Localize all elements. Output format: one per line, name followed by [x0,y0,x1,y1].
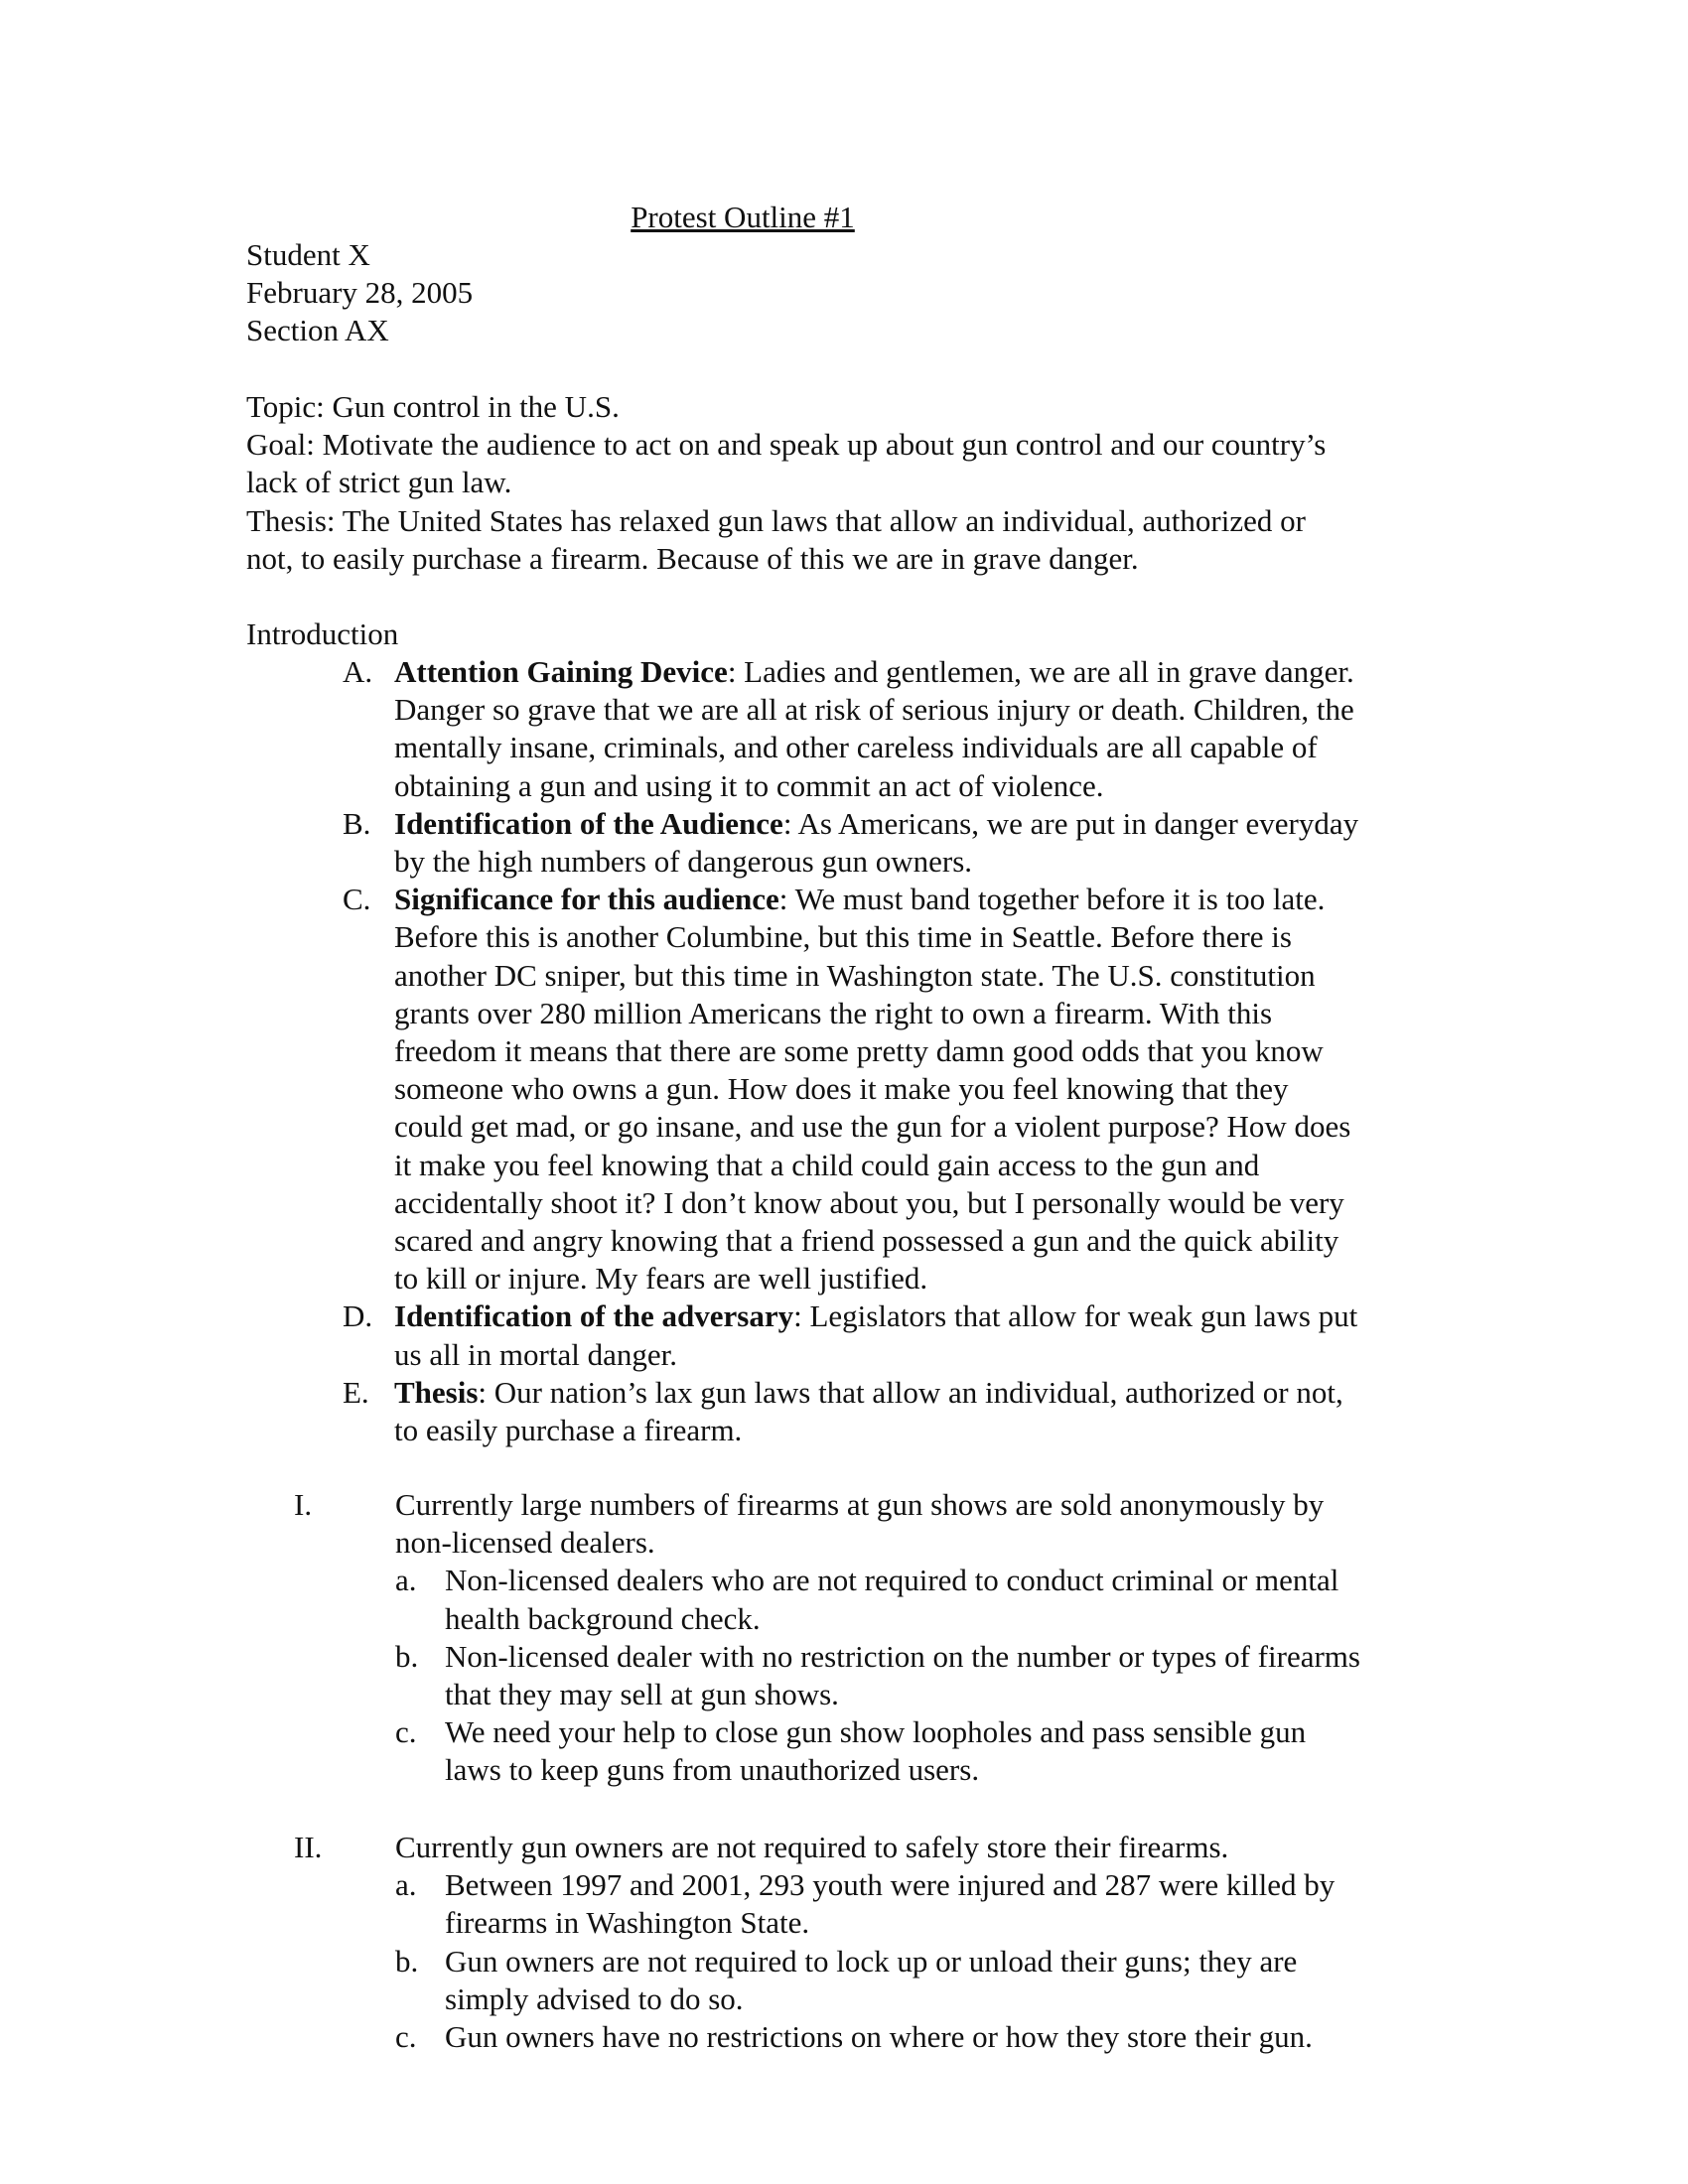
item-label: Thesis [394,1374,479,1410]
goal-line: lack of strict gun law. [246,465,512,500]
item-text-line: grants over 280 million Americans the right to own a firearm. With this [394,995,1273,1030]
point-marker: II. [294,1830,323,1864]
introduction-heading: Introduction [246,616,399,651]
introduction-list [343,653,1484,1449]
sub-point-text-line: Between 1997 and 2001, 293 youth were injured and 287 were killed by [445,1867,1336,1903]
item-label: Significance for this audience [394,882,779,917]
sub-point [395,1638,1485,1713]
sub-point-text-line: We need your help to close gun show loopholes and pass sensible gun [445,1714,1307,1750]
item-text-line: Thesis: Our nation’s lax gun laws that allow an individual, authorized or not, [394,1374,1343,1410]
point-text-line: non-licensed dealers. [395,1525,655,1561]
introduction-item [343,805,1484,881]
item-text-line: Danger so grave that we are all at risk of serious injury or death. Children, the [394,692,1354,728]
sub-point-text-line: health background check. [445,1600,761,1636]
item-text-line: freedom it means that there are some pretty damn good odds that you know [394,1033,1324,1069]
item-text-line: to easily purchase a firearm. [394,1413,743,1448]
introduction-item [343,881,1484,1297]
point-marker: I. [294,1487,313,1522]
item-text-line: Significance for this audience: We must band together before it is too late. [394,882,1326,917]
topic-line: Topic: Gun control in the U.S. [246,389,620,424]
item-text-line: Attention Gaining Device: Ladies and gentlemen, we are all in grave danger. [394,654,1354,689]
student-name: Student X [246,237,370,272]
item-marker: C. [343,882,371,917]
sub-point-text-line: that they may sell at gun shows. [445,1677,839,1712]
sub-point-marker: a. [395,1563,417,1598]
introduction-item [343,1374,1484,1449]
sub-point-text-line: firearms in Washington State. [445,1905,810,1941]
introduction-item [343,653,1484,805]
item-text-line: by the high numbers of dangerous gun owners. [394,844,973,880]
sub-point [395,1562,1485,1637]
sub-point-text-line: Gun owners have no restrictions on where or how they store their gun. [445,2019,1313,2055]
sub-point-marker: c. [395,1714,417,1750]
item-text-line: mentally insane, criminals, and other careless individuals are all capable of [394,730,1318,765]
sub-point-marker: b. [395,1943,419,1979]
sub-point [395,1943,1485,2018]
item-text-line: it make you feel knowing that a child could gain access to the gun and [394,1147,1260,1182]
sub-point-text-line: simply advised to do so. [445,1980,744,2016]
document-title: Protest Outline #1 [631,200,855,234]
sub-point-text-line: Gun owners are not required to lock up or unload their guns; they are [445,1943,1298,1979]
item-marker: A. [343,654,373,689]
header-block [246,236,1448,350]
point-text-line: Currently gun owners are not required to safely store their firearms. [395,1830,1229,1864]
sub-point-marker: b. [395,1638,419,1674]
item-label: Identification of the adversary [394,1298,794,1334]
item-text-line: Before this is another Columbine, but this time in Seattle. Before there is [394,919,1292,955]
sub-point-text-line: Non-licensed dealer with no restriction on the number or types of firearms [445,1638,1360,1674]
outline-point [294,1829,1485,2056]
item-text-line: could get mad, or go insane, and use the gun for a violent purpose? How does [394,1109,1351,1145]
item-text-line: us all in mortal danger. [394,1336,677,1372]
sub-point [395,1713,1485,1789]
item-marker: B. [343,805,371,841]
point-text-line: Currently large numbers of firearms at gun shows are sold anonymously by [395,1487,1325,1522]
item-text-line: another DC sniper, but this time in Washington state. The U.S. constitution [394,957,1316,993]
sub-point-marker: c. [395,2019,417,2055]
thesis-line: not, to easily purchase a firearm. Because of this we are in grave danger. [246,540,1139,576]
item-text-line: Identification of the adversary: Legislators that allow for weak gun laws put [394,1298,1358,1334]
thesis-line: Thesis: The United States has relaxed gun laws that allow an individual, authorized or [246,502,1306,538]
sub-point [395,2018,1485,2056]
date: February 28, 2005 [246,275,474,311]
item-text-line: obtaining a gun and using it to commit an act of violence. [394,767,1104,803]
sub-point-text-line: Non-licensed dealers who are not required to conduct criminal or mental [445,1563,1339,1598]
item-marker: D. [343,1298,373,1334]
item-marker: E. [343,1374,369,1410]
sub-point [395,1866,1485,1942]
introduction-item [343,1297,1484,1373]
sub-point-text-line: laws to keep guns from unauthorized users. [445,1752,980,1788]
item-text-line: someone who owns a gun. How does it make you feel knowing that they [394,1071,1289,1107]
item-label: Attention Gaining Device [394,654,728,689]
section: Section AX [246,313,389,348]
item-text-line: to kill or injure. My fears are well justified. [394,1261,928,1297]
item-text-line: accidentally shoot it? I don’t know about you, but I personally would be very [394,1184,1344,1220]
introduction-heading-block [246,615,1448,653]
meta-block [246,388,1448,578]
outline-point [294,1486,1485,1790]
item-text-line: scared and angry knowing that a friend possessed a gun and the quick ability [394,1223,1339,1259]
goal-line: Goal: Motivate the audience to act on and speak up about gun control and our country’s [246,427,1327,463]
item-text-line: Identification of the Audience: As Americans, we are put in danger everyday [394,805,1359,841]
sub-point-marker: a. [395,1867,417,1903]
item-label: Identification of the Audience [394,805,783,841]
